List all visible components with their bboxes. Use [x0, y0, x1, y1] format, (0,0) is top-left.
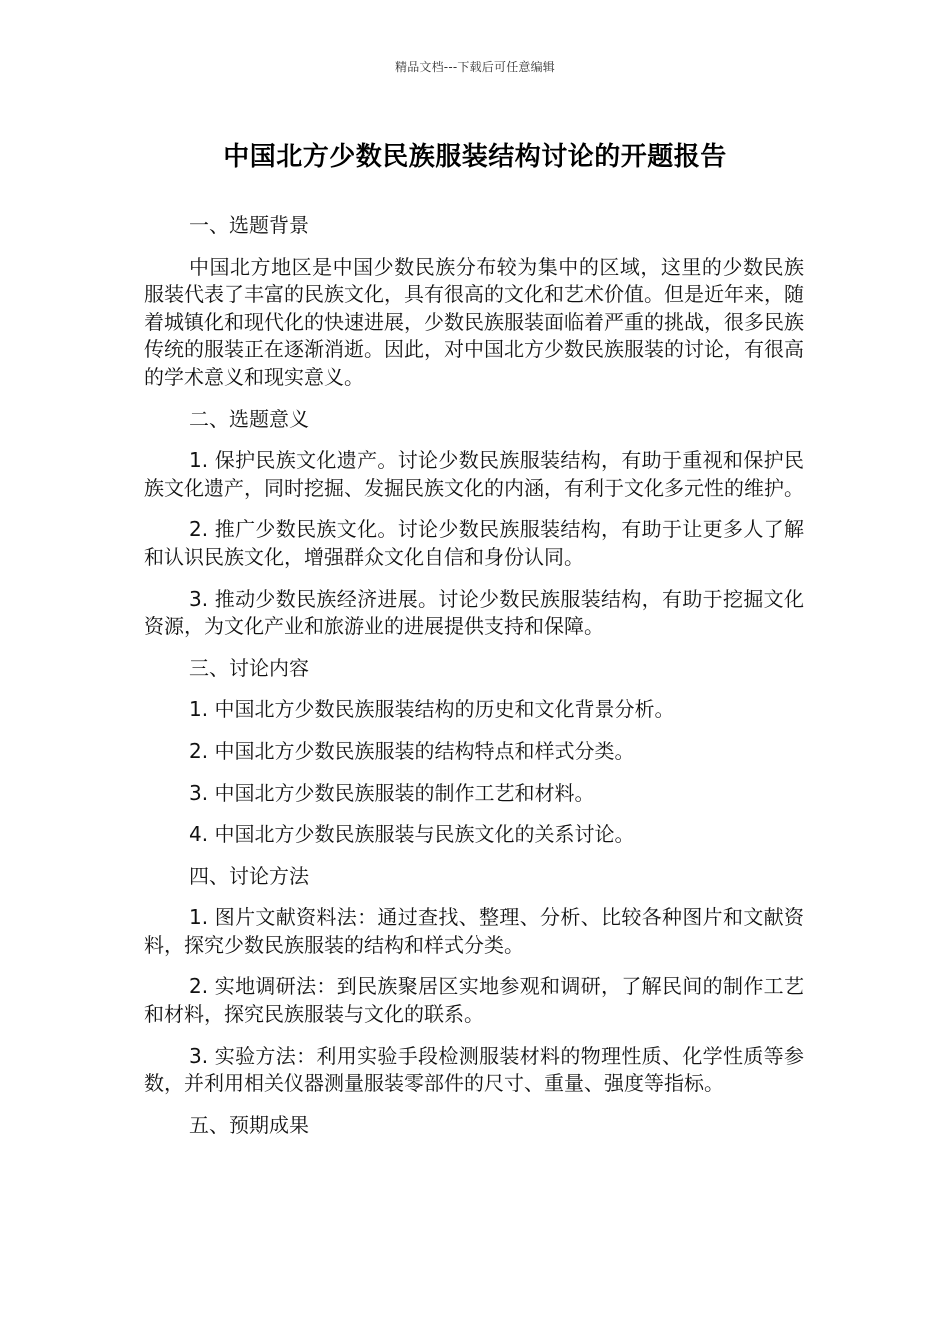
- section-heading-methods: 四、讨论方法: [189, 863, 309, 888]
- section-heading-outcomes: 五、预期成果: [189, 1112, 309, 1137]
- section-heading-background: 一、选题背景: [189, 213, 309, 237]
- paragraph-content-1: 1. 中国北方少数民族服装结构的历史和文化背景分析。: [189, 697, 675, 722]
- paragraph-content-4: 4. 中国北方少数民族服装与民族文化的关系讨论。: [189, 822, 635, 847]
- document-body: [144, 212, 804, 1153]
- paragraph-content-2: 2. 中国北方少数民族服装的结构特点和样式分类。: [189, 738, 635, 763]
- paragraph-methods-2: 2. 实地调研法：到民族聚居区实地参观和调研，了解民间的制作工艺和材料，探究民族服装与文化的联系。: [144, 974, 804, 1027]
- paragraph-significance-3: 3. 推动少数民族经济进展。讨论少数民族服装结构，有助于挖掘文化资源，为文化产业和旅游业的进展提供支持和保障。: [144, 586, 804, 639]
- paragraph-significance-2: 2. 推广少数民族文化。讨论少数民族服装结构，有助于让更多人了解和认识民族文化，增强群众文化自信和身份认同。: [144, 517, 804, 569]
- paragraph-content-3: 3. 中国北方少数民族服装的制作工艺和材料。: [189, 780, 595, 805]
- paragraph-significance-1: 1. 保护民族文化遗产。讨论少数民族服装结构，有助于重视和保护民族文化遗产，同时挖掘、发掘民族文化的内涵，有利于文化多元性的维护。: [144, 448, 804, 500]
- section-heading-significance: 二、选题意义: [189, 406, 309, 431]
- paragraph-methods-1: 1. 图片文献资料法：通过查找、整理、分析、比较各种图片和文献资料，探究少数民族服装的结构和样式分类。: [144, 905, 804, 957]
- document-title: 中国北方少数民族服装结构讨论的开题报告: [223, 142, 727, 172]
- paragraph-background: 中国北方地区是中国少数民族分布较为集中的区域，这里的少数民族服装代表了丰富的民族文化，具有很高的文化和艺术价值。但是近年来，随着城镇化和现代化的快速进展，少数民族服装面临着严重的挑战，很多民族传统的服装正在逐渐消逝。因此，对中国北方少数民族服装的讨论，有很高的学术意义和现实意义。: [144, 254, 804, 389]
- paragraph-methods-3: 3. 实验方法：利用实验手段检测服装材料的物理性质、化学性质等参数，并利用相关仪器测量服装零部件的尺寸、重量、强度等指标。: [144, 1043, 804, 1096]
- header-note: 精品文档---下载后可任意编辑: [395, 60, 555, 74]
- section-heading-content: 三、讨论内容: [189, 655, 309, 680]
